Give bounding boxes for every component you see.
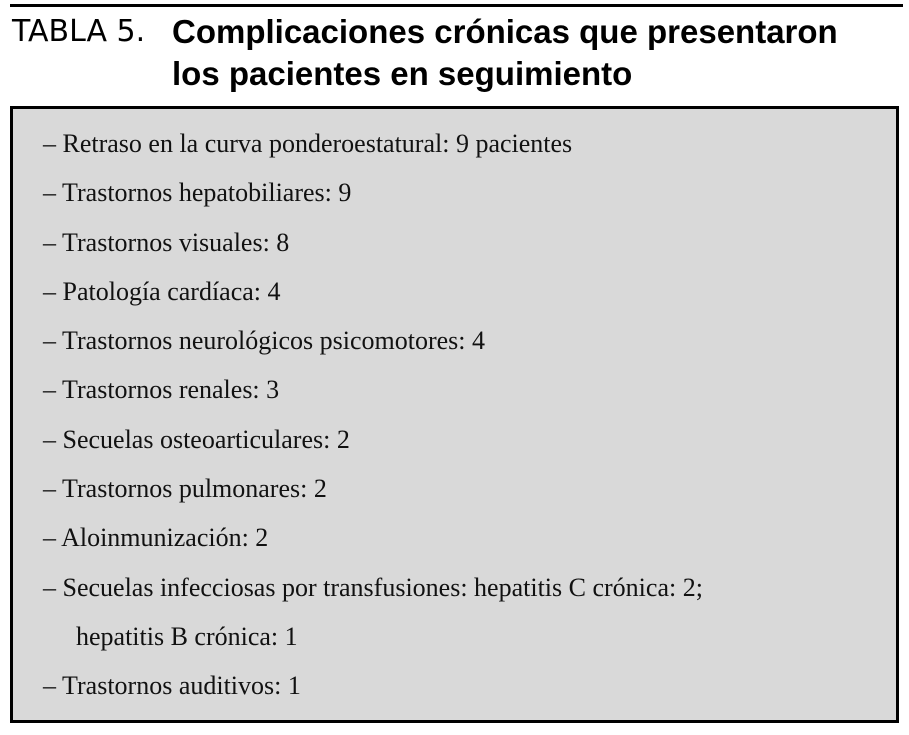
list-item: – Trastornos pulmonares: 2 (43, 474, 327, 504)
list-item: – Trastornos renales: 3 (43, 375, 280, 405)
list-item: – Aloinmunización: 2 (43, 523, 269, 553)
list-item-continuation: hepatitis B crónica: 1 (76, 621, 298, 651)
table-title (172, 11, 838, 95)
table-title-line-2: los pacientes en seguimiento (172, 55, 633, 92)
table-content-box (10, 106, 899, 723)
list-item: – Secuelas osteoarticulares: 2 (43, 424, 350, 454)
list-item: – Secuelas infecciosas por transfusiones: hepatitis C crónica: 2; (43, 572, 703, 602)
list-item: – Trastornos neurológicos psicomotores: 4 (43, 326, 485, 356)
table-label: TABLA 5. (12, 14, 146, 49)
list-item: – Trastornos visuales: 8 (43, 227, 290, 257)
list-item: – Retraso en la curva ponderoestatural: 9 pacientes (43, 129, 573, 158)
complications-list (43, 126, 886, 718)
top-rule (10, 4, 903, 7)
list-item: – Trastornos auditivos: 1 (43, 671, 301, 701)
list-item: – Trastornos hepatobiliares: 9 (43, 178, 352, 208)
table-title-line-1: Complicaciones crónicas que presentaron (172, 13, 838, 50)
list-item: – Patología cardíaca: 4 (43, 276, 281, 306)
